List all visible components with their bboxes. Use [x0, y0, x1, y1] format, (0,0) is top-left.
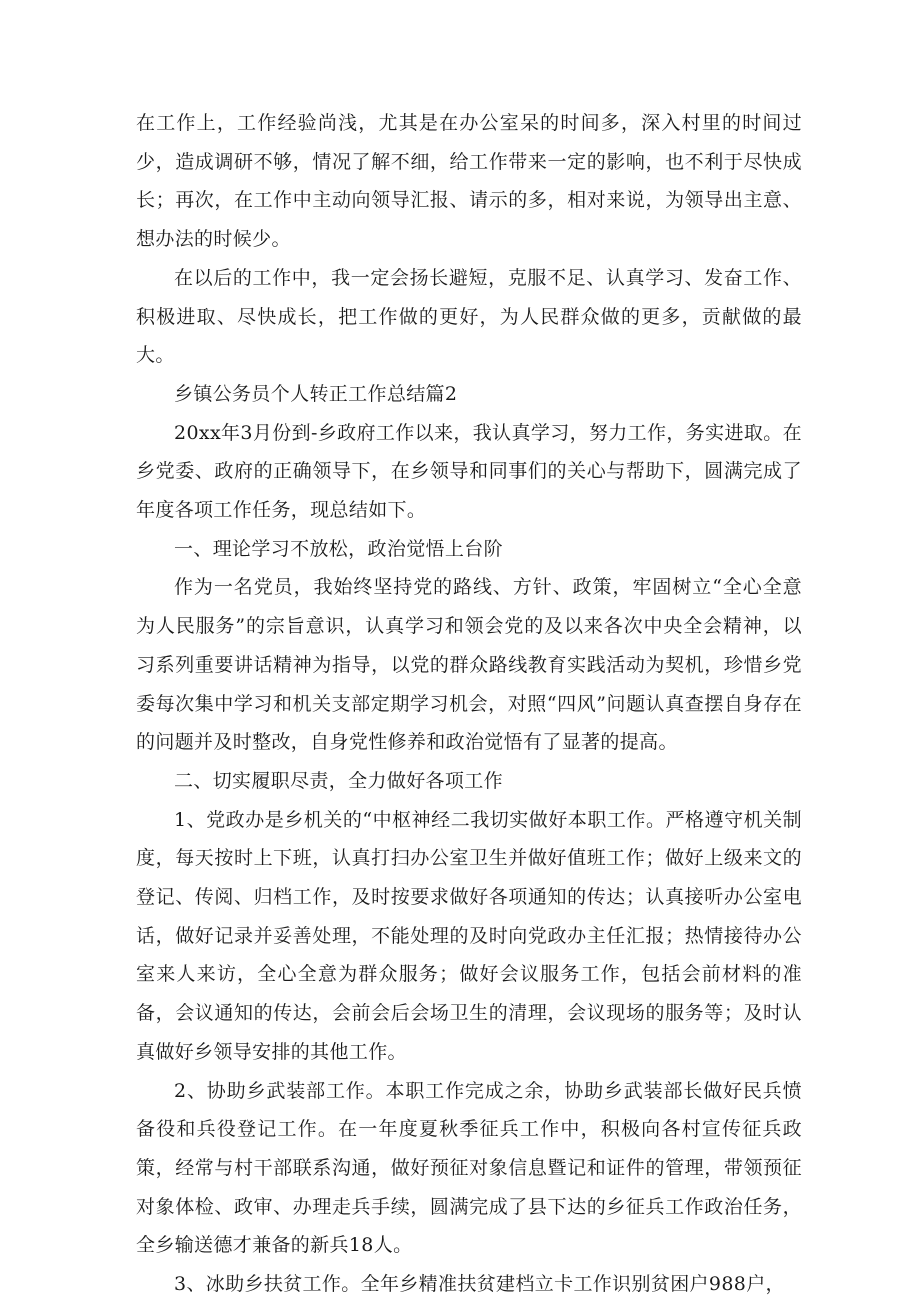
paragraph-future-plans: 在以后的工作中，我一定会扬长避短，克服不足、认真学习、发奋工作、积极进取、尽快成长，把工作做的更好，为人民群众做的更多，贡献做的最大。: [136, 266, 802, 367]
heading-theory-study: 一、理论学习不放松，政治觉悟上台阶: [174, 537, 503, 560]
paragraph-office-work: 1、党政办是乡机关的“中枢神经二我切实做好本职工作。严格遵守机关制度，每天按时上下班，认真打扫办公室卫生并做好值班工作；做好上级来文的登记、传阅、归档工作，及时按要求做好各项通知的传达；认真接听办公室电话，做好记录并妥善处理，不能处理的及时向党政办主任汇报；热情接待办公室来人来访，全心全意为群众服务；做好会议服务工作，包括会前材料的准备，会议通知的传达，会前会后会场卫生的清理，会议现场的服务等；及时认真做好乡领导安排的其他工作。: [136, 808, 802, 1063]
paragraph-party-member: 作为一名党员，我始终坚持党的路线、方针、政策，牢固树立“全心全意为人民服务”的宗旨意识，认真学习和领会党的及以来各次中央全会精神，以习系列重要讲话精神为指导，以党的群众路线教育实践活动为契机，珍惜乡党委每次集中学习和机关支部定期学习机会，对照“四风”问题认真查摆自身存在的问题并及时整改，自身党性修养和政治觉悟有了显著的提高。: [136, 576, 802, 754]
paragraph-intro: 20xx年3月份到-乡政府工作以来，我认真学习，努力工作，务实进取。在乡党委、政府的正确领导下，在乡领导和同事们的关心与帮助下，圆满完成了年度各项工作任务，现总结如下。: [136, 421, 802, 522]
paragraph-poverty-work: 3、冰助乡扶贫工作。全年乡精准扶贫建档立卡工作识别贫困户988户，: [174, 1273, 785, 1296]
paragraph-armed-forces-work: 2、协助乡武装部工作。本职工作完成之余，协助乡武装部长做好民兵愤备役和兵役登记工作。在一年度夏秋季征兵工作中，积极向各村宣传征兵政策，经常与村干部联系沟通，做好预征对象信息暨记和证件的管理，带领预征对象体检、政审、办理走兵手续，圆满完成了县下达的乡征兵工作政治任务，全乡输送德才兼备的新兵18人。: [136, 1079, 802, 1257]
section-title-part2: 乡镇公务员个人转正工作总结篇2: [174, 382, 458, 405]
heading-duties: 二、切实履职尽责，全力做好各项工作: [174, 769, 503, 792]
document-body: [136, 104, 802, 1304]
paragraph-work-shortcomings: 在工作上，工作经验尚浅，尤其是在办公室呆的时间多，深入村里的时间过少，造成调研不够，情况了解不细，给工作带来一定的影响，也不利于尽快成长；再次，在工作中主动向领导汇报、请示的多，相对来说，为领导出主意、想办法的时候少。: [136, 112, 802, 251]
